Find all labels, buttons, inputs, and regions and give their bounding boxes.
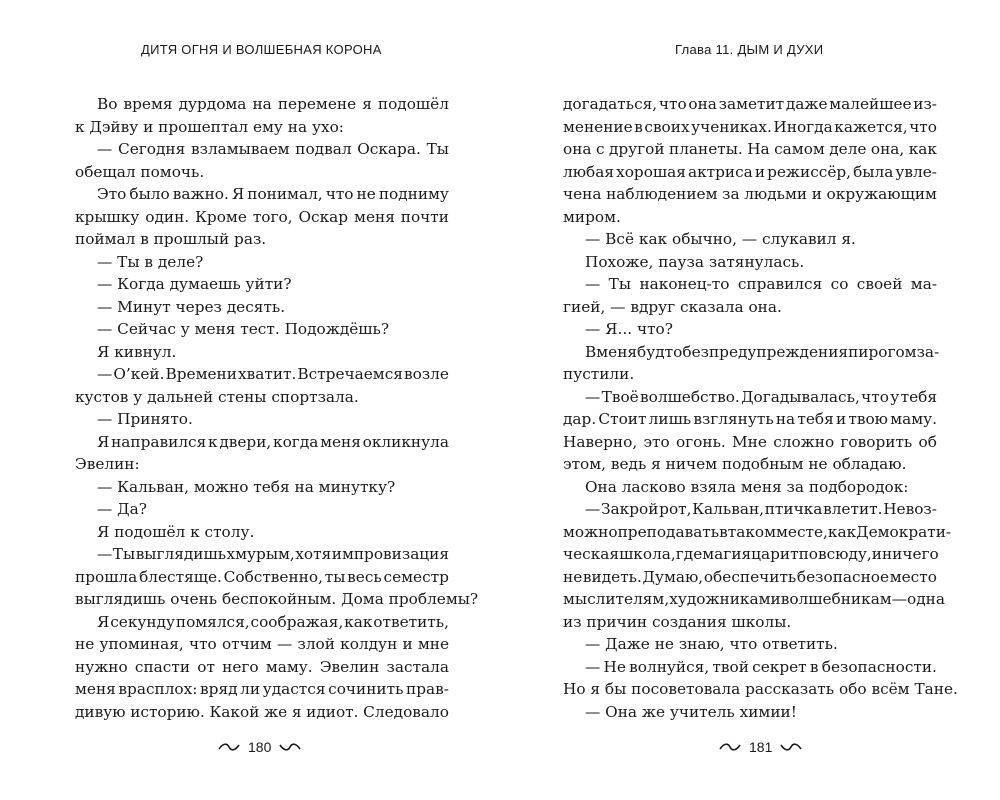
text-line: не видеть. Думаю, обеспечить безопасное место [563, 567, 937, 586]
text-line: Наверно, это огонь. Мне сложно говорить об [563, 432, 937, 451]
text-line: поймал в прошлый раз. [75, 230, 267, 248]
text-line: обещал помочь. [75, 162, 205, 181]
text-line: Эвелин: [75, 455, 140, 473]
text-line: Похоже, пауза затянулась. [585, 252, 805, 271]
text-line: нужно спасти от него маму. Эвелин застала [75, 657, 449, 676]
text-line: — Она же учитель химии! [585, 702, 797, 721]
text-line: Я кивнул. [97, 342, 177, 361]
text-line: меня врасплох: вряд ли удастся сочинить прав- [75, 680, 449, 698]
text-line: дивую историю. Какой же я идиот. Следовало [75, 702, 449, 721]
running-head-chapter: Глава 11. ДЫМ И ДУХИ [675, 42, 824, 57]
text-line: чена наблюдением за людьми и окружающим [563, 185, 937, 203]
text-line: — Я... что? [585, 320, 673, 338]
text-line: — Твоё волшебство. Догадывалась, что у тебя [585, 387, 937, 406]
text-line: Я секунду помялся, соображая, как ответить, [97, 612, 449, 631]
text-line: выглядишь очень беспокойным. Дома проблемы? [75, 590, 479, 608]
text-line: к Дэйву и прошептал ему на ухо: [75, 117, 344, 136]
text-line: мыслителям, художникам и волшебникам — одна [563, 590, 945, 608]
text-line: менение в своих учениках. Иногда кажется, что [563, 117, 937, 136]
right-page [500, 0, 1000, 800]
text-line: Это было важно. Я понимал, что не подниму [97, 185, 449, 203]
text-line: — Сейчас у меня тест. Подождёшь? [97, 320, 390, 338]
text-line: из причин создания школы. [563, 612, 792, 631]
text-line: миром. [563, 207, 621, 226]
text-line: — Ты наконец-то справился со своей ма- [585, 275, 937, 293]
text-line: Но я бы посоветовала рассказать обо всём Тане. [563, 680, 958, 698]
text-line: — Да? [97, 500, 147, 518]
text-line: — Принято. [97, 410, 193, 428]
text-line: — Ты выглядишь хмурым, хотя импровизация [97, 545, 449, 563]
text-line: прошла блестяще. Собственно, ты весь семестр [75, 567, 449, 586]
text-line: кустов у дальней стены спортзала. [75, 387, 359, 406]
right-ornament-icon [279, 741, 301, 753]
text-line: — Не волнуйся, твой секрет в безопасности. [585, 657, 937, 676]
left-ornament-icon [719, 741, 741, 753]
text-line: — Минут через десять. [97, 297, 286, 316]
text-line: — Всё как обычно, — слукавил я. [585, 230, 856, 248]
text-line: — Ты в деле? [97, 252, 204, 271]
text-line: — Даже не знаю, что ответить. [585, 635, 838, 653]
text-line: догадаться, что она заметит даже малейшее из- [563, 95, 937, 113]
running-head-book-title: ДИТЯ ОГНЯ И ВОЛШЕБНАЯ КОРОНА [141, 42, 382, 57]
right-page-text [563, 93, 958, 723]
text-line: Во время дурдома на перемене я подошёл [97, 95, 449, 113]
text-line: любая хорошая актриса и режиссёр, была увле- [563, 162, 937, 181]
text-line: пустили. [563, 365, 635, 383]
text-line: крышку один. Кроме того, Оскар меня почти [75, 207, 449, 226]
text-line: дар. Стоит лишь взглянуть на тебя и твою маму. [563, 410, 937, 428]
text-line: Я подошёл к столу. [97, 522, 255, 541]
text-line: гией, — вдруг сказала она. [563, 297, 782, 316]
text-line: — Закрой рот, Кальван, птичка влетит. Невоз- [585, 500, 937, 518]
text-line: этом, ведь я ничем подобным не обладаю. [563, 455, 907, 473]
page-number-left: 180 [248, 739, 272, 755]
text-line: — Сегодня взламываем подвал Оскара. Ты [97, 140, 449, 158]
text-line: Я направился к двери, когда меня окликнула [97, 432, 449, 451]
text-line: не упоминая, что отчим — злой колдун и мне [75, 635, 449, 653]
text-line: — Когда думаешь уйти? [97, 275, 292, 293]
text-line: ческая школа, где магия царит повсюду, и ничего [563, 545, 939, 563]
text-line: она с другой планеты. На самом деле она, как [563, 140, 937, 158]
page-number-right: 181 [749, 739, 773, 755]
right-folio [719, 737, 802, 757]
text-line: — Кальван, можно тебя на минутку? [97, 477, 396, 496]
left-page-text [75, 93, 479, 723]
left-folio [218, 737, 301, 757]
text-line: В меня будто без предупреждения пирогом за- [585, 342, 940, 361]
text-line: Она ласково взяла меня за подбородок: [585, 477, 909, 496]
left-ornament-icon [218, 741, 240, 753]
right-ornament-icon [780, 741, 802, 753]
text-line: можно преподавать в таком месте, как Демократи- [563, 522, 952, 541]
text-line: — О’кей. Времени хватит. Встречаемся возле [97, 365, 449, 383]
